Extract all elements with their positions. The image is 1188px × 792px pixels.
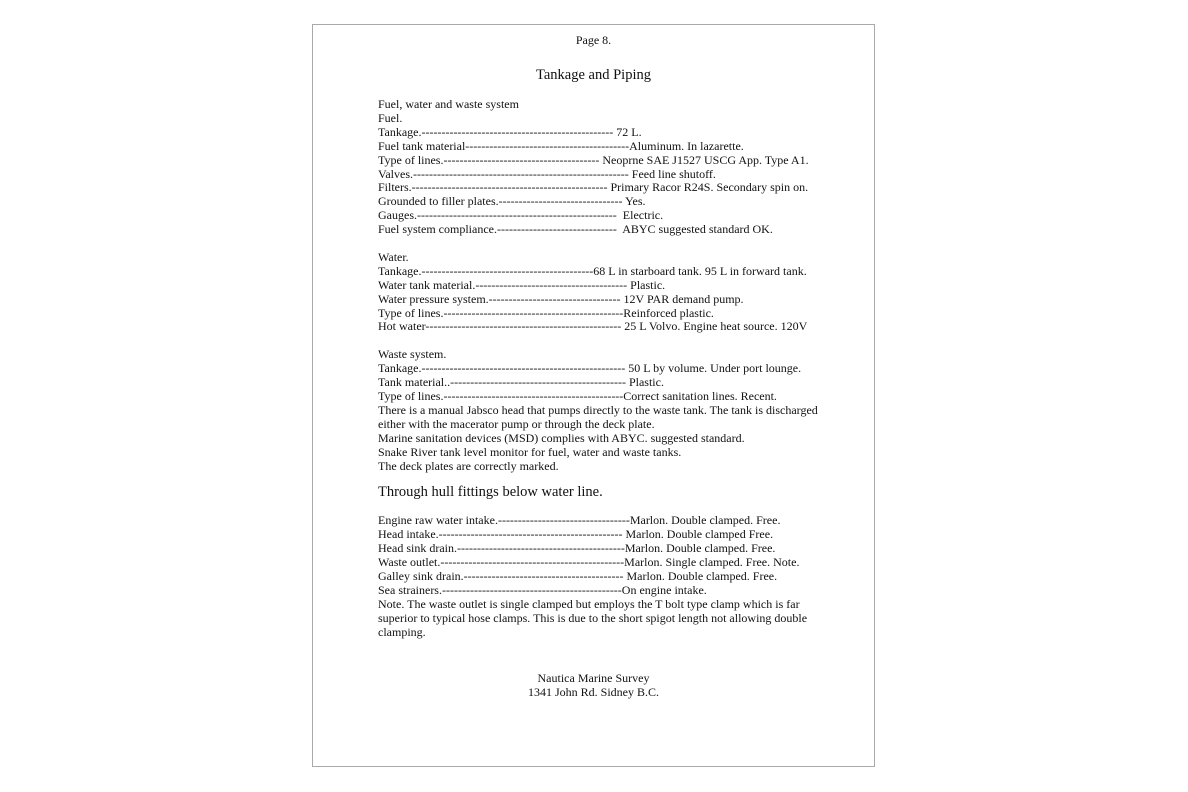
through-hull-line: Head intake.---------------------------------------------- Marlon. Double clamped Free. <box>378 527 774 542</box>
water-line: Tankage.-------------------------------------------68 L in starboard tank. 95 L in forward tank. <box>378 263 807 278</box>
through-hull-line: Head sink drain.------------------------------------------Marlon. Double clamped. Free. <box>378 541 776 556</box>
fuel-subheading: Fuel. <box>378 110 403 125</box>
water-heading: Water. <box>378 249 409 264</box>
waste-note: The deck plates are correctly marked. <box>378 458 559 473</box>
document-body <box>378 98 818 640</box>
water-line: Hot water------------------------------------------------- 25 L Volvo. Engine heat source. 120V <box>378 319 808 334</box>
through-hull-note: Note. The waste outlet is single clamped but employs the T bolt type clamp which is far superior to typical hose clamps. This is due to the short spigot length not allowing double clamping. <box>378 596 808 639</box>
fuel-section-heading: Fuel, water and waste system <box>378 97 519 111</box>
waste-note: There is a manual Jabsco head that pumps directly to the waste tank. The tank is discharged either with the macerator pump or through the deck plate. <box>378 402 818 431</box>
waste-note: Snake River tank level monitor for fuel, water and waste tanks. <box>378 444 682 459</box>
waste-heading: Waste system. <box>378 347 447 362</box>
page-title: Tankage and Piping <box>536 67 651 83</box>
fuel-line: Filters.------------------------------------------------- Primary Racor R24S. Secondary spin on. <box>378 180 809 195</box>
fuel-line: Valves.------------------------------------------------------ Feed line shutoff. <box>378 166 716 181</box>
water-line: Water pressure system.--------------------------------- 12V PAR demand pump. <box>378 291 744 306</box>
fuel-line: Tankage.------------------------------------------------ 72 L. <box>378 124 642 139</box>
fuel-line: Gauges.-------------------------------------------------- Electric. <box>378 208 664 223</box>
footer <box>313 671 874 699</box>
water-line: Water tank material.-------------------------------------- Plastic. <box>378 277 666 292</box>
footer-company: Nautica Marine Survey <box>537 671 650 685</box>
footer-address: 1341 John Rd. Sidney B.C. <box>527 685 659 699</box>
waste-line: Type of lines.---------------------------------------------Correct sanitation lines. Recent. <box>378 389 777 403</box>
through-hull-line: Galley sink drain.---------------------------------------- Marlon. Double clamped. Free. <box>378 569 778 584</box>
through-hull-line: Waste outlet.----------------------------------------------Marlon. Single clamped. Free. Note. <box>378 555 800 570</box>
waste-note: Marine sanitation devices (MSD) complies with ABYC. suggested standard. <box>378 430 745 445</box>
fuel-line: Type of lines.--------------------------------------- Neoprne SAE J1527 USCG App. Type A1. <box>378 152 809 167</box>
waste-line: Tank material..-------------------------------------------- Plastic. <box>378 375 664 390</box>
through-hull-line: Engine raw water intake.---------------------------------Marlon. Double clamped. Free. <box>378 513 781 528</box>
spacer <box>378 334 818 348</box>
document-page <box>312 24 875 767</box>
fuel-line: Fuel system compliance.------------------------------ ABYC suggested standard OK. <box>378 222 773 237</box>
page-number: Page 8. <box>575 33 612 47</box>
through-hull-line: Sea strainers.---------------------------------------------On engine intake. <box>378 582 707 597</box>
water-line: Type of lines.---------------------------------------------Reinforced plastic. <box>378 305 714 320</box>
fuel-line: Fuel tank material-----------------------------------------Aluminum. In lazarette. <box>378 138 744 153</box>
waste-line: Tankage.--------------------------------------------------- 50 L by volume. Under port lounge. <box>378 361 802 376</box>
spacer <box>378 237 818 251</box>
through-hull-heading: Through hull fittings below water line. <box>378 484 603 501</box>
fuel-line: Grounded to filler plates.------------------------------- Yes. <box>378 194 646 209</box>
